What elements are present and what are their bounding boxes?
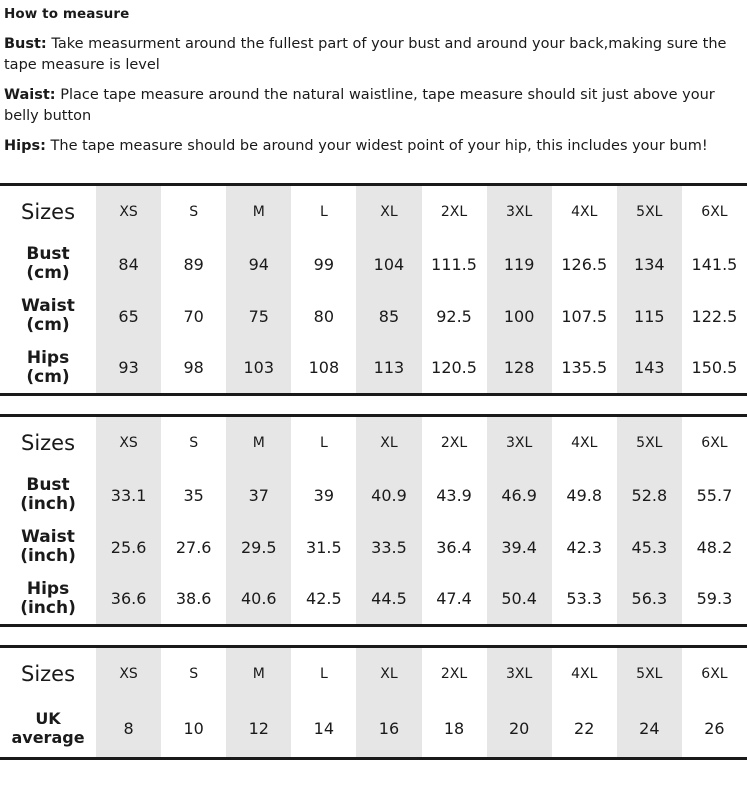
- cell-waist-cm-2xl: 92.5: [422, 290, 487, 342]
- cell-waist-inch-xs: 25.6: [96, 521, 161, 573]
- cell-hips-cm-l: 108: [291, 342, 356, 394]
- bust-instruction-label: Bust:: [4, 36, 47, 52]
- cell-hips-cm-s: 98: [161, 342, 226, 394]
- row-label-line2: (inch): [20, 597, 76, 618]
- cell-hips-cm-xs: 93: [96, 342, 161, 394]
- cell-waist-inch-3xl: 39.4: [487, 521, 552, 573]
- cell-uk-4xl: 22: [552, 700, 617, 758]
- header-size-5xl: 5XL: [617, 415, 682, 469]
- cell-hips-cm-2xl: 120.5: [422, 342, 487, 394]
- cell-bust-inch-m: 37: [226, 469, 291, 521]
- cell-bust-cm-xs: 84: [96, 238, 161, 290]
- row-label-line2: (inch): [20, 546, 76, 567]
- header-size-4xl: 4XL: [552, 646, 617, 700]
- cell-uk-l: 14: [291, 700, 356, 758]
- waist-instruction: [4, 85, 743, 126]
- bust-instruction: [4, 34, 743, 75]
- header-size-m: M: [226, 415, 291, 469]
- header-size-xl: XL: [356, 646, 421, 700]
- cell-uk-3xl: 20: [487, 700, 552, 758]
- row-label-line1: Bust: [26, 475, 70, 496]
- size-table-cm: [0, 183, 747, 396]
- row-label-uk-average: [0, 700, 96, 758]
- header-size-6xl: 6XL: [682, 415, 747, 469]
- row-label-line1: Hips: [26, 578, 70, 599]
- size-table-inch: [0, 414, 747, 627]
- cell-waist-cm-6xl: 122.5: [682, 290, 747, 342]
- cell-bust-inch-3xl: 46.9: [487, 469, 552, 521]
- cell-uk-s: 10: [161, 700, 226, 758]
- hips-instruction-text: The tape measure should be around your widest point of your hip, this includes your bum!: [45, 138, 708, 155]
- cell-waist-cm-m: 75: [226, 290, 291, 342]
- header-size-xs: XS: [96, 415, 161, 469]
- row-label-line2: (cm): [26, 263, 70, 284]
- cell-bust-inch-6xl: 55.7: [682, 469, 747, 521]
- cell-hips-inch-xl: 44.5: [356, 573, 421, 625]
- cell-bust-inch-xl: 40.9: [356, 469, 421, 521]
- header-size-2xl: 2XL: [422, 184, 487, 238]
- cell-waist-cm-xs: 65: [96, 290, 161, 342]
- header-label-cell: Sizes: [0, 415, 96, 469]
- cell-bust-cm-4xl: 126.5: [552, 238, 617, 290]
- header-size-s: S: [161, 184, 226, 238]
- cell-hips-inch-xs: 36.6: [96, 573, 161, 625]
- header-size-3xl: 3XL: [487, 646, 552, 700]
- table-header-row: [0, 184, 747, 238]
- row-label-bust-inch: [0, 469, 96, 521]
- cell-hips-cm-6xl: 150.5: [682, 342, 747, 394]
- bust-instruction-text: Take measurment around the fullest part of your bust and around your back,making sure the tape measure is level: [4, 36, 727, 73]
- header-size-6xl: 6XL: [682, 184, 747, 238]
- header-size-4xl: 4XL: [552, 415, 617, 469]
- size-table-uk: [0, 645, 747, 760]
- cell-uk-m: 12: [226, 700, 291, 758]
- row-label-hips-inch: [0, 573, 96, 625]
- header-size-l: L: [291, 184, 356, 238]
- cell-bust-cm-5xl: 134: [617, 238, 682, 290]
- cell-bust-inch-5xl: 52.8: [617, 469, 682, 521]
- cell-hips-inch-3xl: 50.4: [487, 573, 552, 625]
- header-size-s: S: [161, 646, 226, 700]
- cell-bust-cm-m: 94: [226, 238, 291, 290]
- how-to-measure-title: How to measure: [4, 6, 130, 22]
- cell-hips-inch-l: 42.5: [291, 573, 356, 625]
- row-label-line1: Waist: [21, 296, 75, 317]
- header-size-m: M: [226, 184, 291, 238]
- size-table-cm-wrapper: [0, 183, 747, 396]
- waist-instruction-label: Waist:: [4, 87, 56, 104]
- size-table-uk-wrapper: [0, 645, 747, 760]
- cell-hips-inch-m: 40.6: [226, 573, 291, 625]
- cell-hips-inch-5xl: 56.3: [617, 573, 682, 625]
- cell-waist-inch-4xl: 42.3: [552, 521, 617, 573]
- cell-hips-cm-m: 103: [226, 342, 291, 394]
- cell-waist-inch-m: 29.5: [226, 521, 291, 573]
- row-label-bust-cm: [0, 238, 96, 290]
- cell-uk-xl: 16: [356, 700, 421, 758]
- header-size-6xl: 6XL: [682, 646, 747, 700]
- cell-waist-cm-xl: 85: [356, 290, 421, 342]
- header-size-xs: XS: [96, 184, 161, 238]
- cell-uk-5xl: 24: [617, 700, 682, 758]
- row-label-line1: Waist: [21, 527, 75, 548]
- header-size-xl: XL: [356, 415, 421, 469]
- header-size-4xl: 4XL: [552, 184, 617, 238]
- cell-hips-cm-xl: 113: [356, 342, 421, 394]
- cell-waist-inch-2xl: 36.4: [422, 521, 487, 573]
- hips-instruction: [4, 136, 743, 157]
- cell-bust-inch-l: 39: [291, 469, 356, 521]
- header-size-l: L: [291, 415, 356, 469]
- cell-uk-2xl: 18: [422, 700, 487, 758]
- cell-bust-cm-6xl: 141.5: [682, 238, 747, 290]
- row-label-line1: Bust: [26, 244, 70, 265]
- header-size-xs: XS: [96, 646, 161, 700]
- row-label-waist-inch: [0, 521, 96, 573]
- cell-bust-cm-3xl: 119: [487, 238, 552, 290]
- header-label-cell: Sizes: [0, 646, 96, 700]
- cell-hips-cm-5xl: 143: [617, 342, 682, 394]
- header-size-3xl: 3XL: [487, 184, 552, 238]
- cell-bust-cm-s: 89: [161, 238, 226, 290]
- row-label-line1: UK: [35, 709, 61, 729]
- cell-hips-cm-3xl: 128: [487, 342, 552, 394]
- cell-waist-inch-s: 27.6: [161, 521, 226, 573]
- header-size-2xl: 2XL: [422, 415, 487, 469]
- row-label-line1: Hips: [26, 347, 70, 368]
- cell-bust-inch-s: 35: [161, 469, 226, 521]
- cell-waist-cm-l: 80: [291, 290, 356, 342]
- waist-instruction-text: Place tape measure around the natural waistline, tape measure should sit just above your belly button: [4, 87, 715, 124]
- header-size-l: L: [291, 646, 356, 700]
- cell-hips-inch-s: 38.6: [161, 573, 226, 625]
- cell-waist-cm-5xl: 115: [617, 290, 682, 342]
- size-tables: [0, 183, 747, 760]
- cell-hips-inch-4xl: 53.3: [552, 573, 617, 625]
- row-label-line2: (cm): [26, 315, 70, 336]
- table-row: [0, 238, 747, 290]
- header-size-3xl: 3XL: [487, 415, 552, 469]
- cell-waist-cm-4xl: 107.5: [552, 290, 617, 342]
- cell-waist-cm-3xl: 100: [487, 290, 552, 342]
- cell-uk-xs: 8: [96, 700, 161, 758]
- cell-bust-cm-xl: 104: [356, 238, 421, 290]
- table-header-row: [0, 415, 747, 469]
- header-size-5xl: 5XL: [617, 646, 682, 700]
- header-label-cell: Sizes: [0, 184, 96, 238]
- header-size-xl: XL: [356, 184, 421, 238]
- cell-waist-inch-l: 31.5: [291, 521, 356, 573]
- cell-waist-inch-6xl: 48.2: [682, 521, 747, 573]
- table-row: [0, 521, 747, 573]
- cell-waist-cm-s: 70: [161, 290, 226, 342]
- cell-bust-cm-2xl: 111.5: [422, 238, 487, 290]
- cell-uk-6xl: 26: [682, 700, 747, 758]
- row-label-waist-cm: [0, 290, 96, 342]
- row-label-hips-cm: [0, 342, 96, 394]
- table-row: [0, 342, 747, 394]
- header-size-2xl: 2XL: [422, 646, 487, 700]
- header-size-m: M: [226, 646, 291, 700]
- row-label-line2: (inch): [20, 494, 76, 515]
- row-label-line2: average: [11, 727, 85, 747]
- how-to-measure-section: [0, 6, 747, 157]
- hips-instruction-label: Hips:: [4, 138, 46, 155]
- cell-bust-cm-l: 99: [291, 238, 356, 290]
- table-row: [0, 469, 747, 521]
- table-header-row: [0, 646, 747, 700]
- header-size-s: S: [161, 415, 226, 469]
- cell-bust-inch-4xl: 49.8: [552, 469, 617, 521]
- cell-hips-inch-2xl: 47.4: [422, 573, 487, 625]
- cell-waist-inch-5xl: 45.3: [617, 521, 682, 573]
- cell-bust-inch-xs: 33.1: [96, 469, 161, 521]
- header-size-5xl: 5XL: [617, 184, 682, 238]
- row-label-line2: (cm): [26, 366, 70, 387]
- table-row: [0, 573, 747, 625]
- size-table-inch-wrapper: [0, 414, 747, 627]
- cell-waist-inch-xl: 33.5: [356, 521, 421, 573]
- table-row: [0, 700, 747, 758]
- cell-hips-cm-4xl: 135.5: [552, 342, 617, 394]
- table-row: [0, 290, 747, 342]
- cell-hips-inch-6xl: 59.3: [682, 573, 747, 625]
- cell-bust-inch-2xl: 43.9: [422, 469, 487, 521]
